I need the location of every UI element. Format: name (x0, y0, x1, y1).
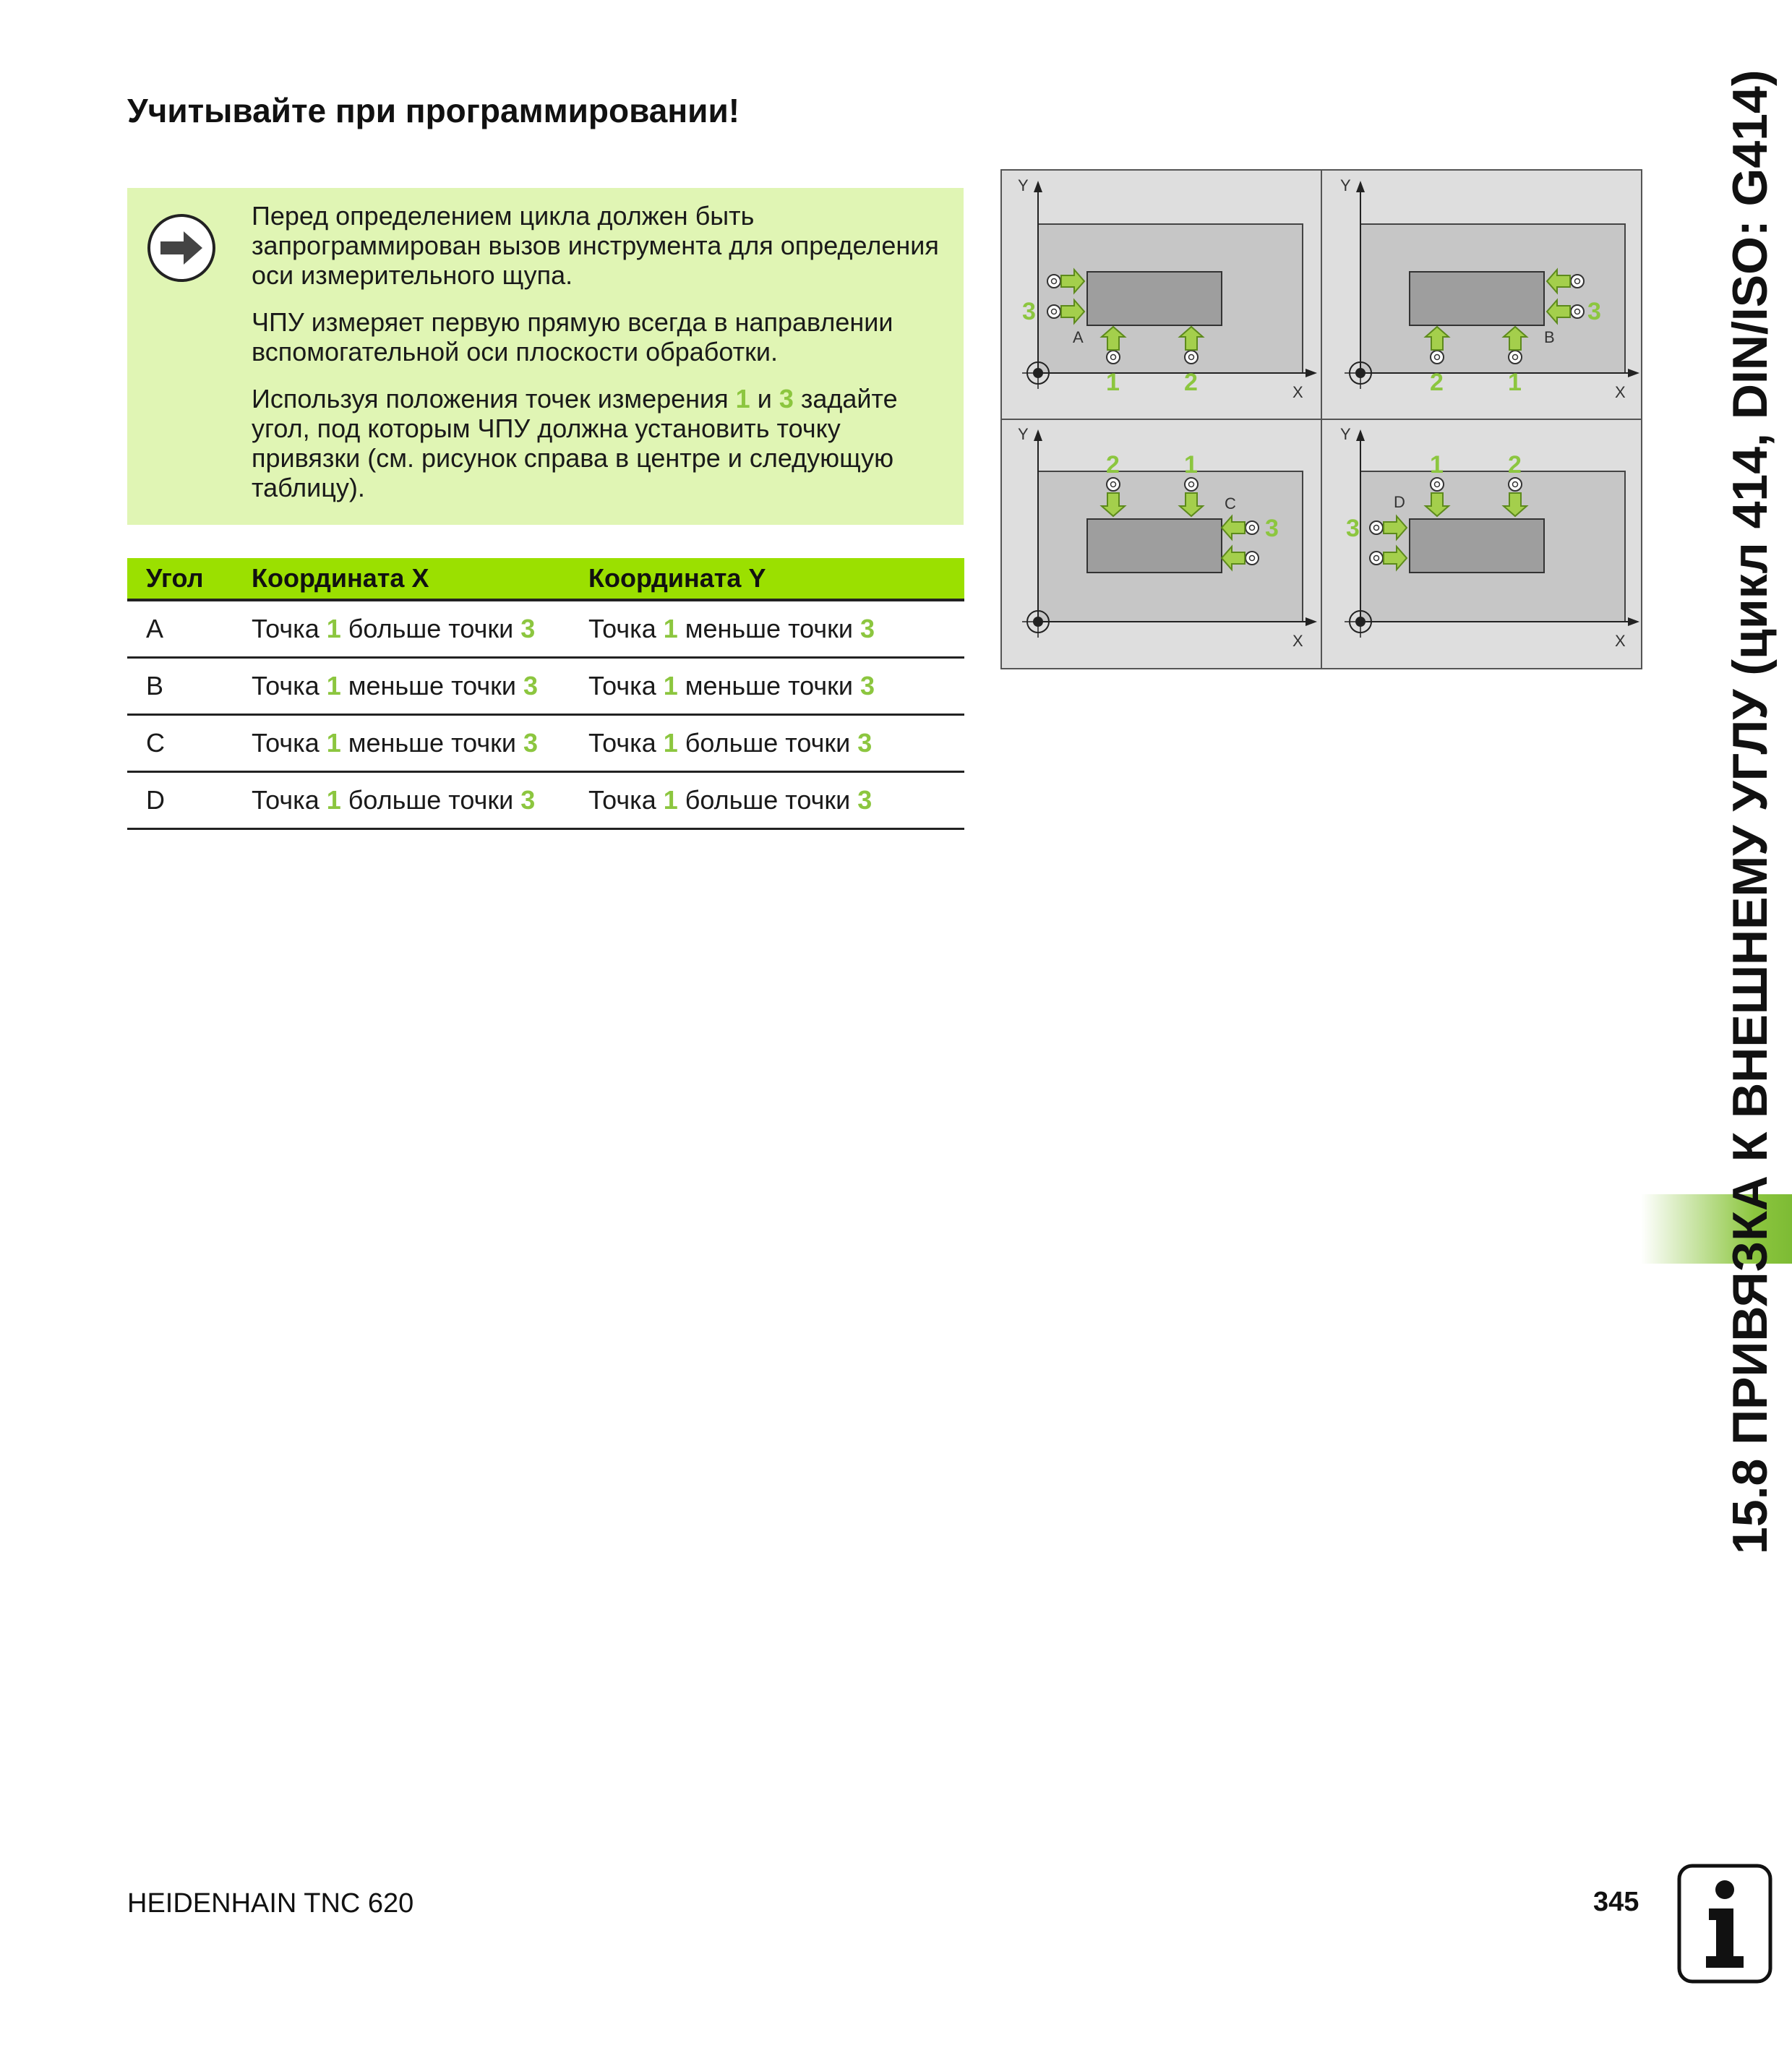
axis-y-label: Y (1018, 425, 1029, 443)
corner-label: D (1394, 493, 1405, 511)
cell-x: Точка 1 больше точки 3 (233, 600, 570, 658)
axis-y-label: Y (1018, 176, 1029, 194)
point-label: 3 (1346, 515, 1360, 542)
section-heading: Учитывайте при программировании! (127, 92, 740, 129)
point-label: 1 (1184, 451, 1198, 479)
cell-x: Точка 1 больше точки 3 (233, 772, 570, 829)
info-icon (1677, 1864, 1772, 1984)
cell-corner: A (127, 600, 233, 658)
cell-y: Точка 1 больше точки 3 (570, 772, 964, 829)
cell-y: Точка 1 меньше точки 3 (570, 658, 964, 715)
point-label: 3 (1587, 298, 1601, 325)
point-label: 2 (1184, 369, 1198, 396)
point-label: 3 (1022, 298, 1036, 325)
point-label: 2 (1508, 451, 1522, 479)
corner-table (127, 558, 964, 830)
chapter-title: 15.8 ПРИВЯЗКА К ВНЕШНЕМУ УГЛУ (цикл 414, DIN/ISO: G414) (1723, 69, 1778, 1554)
cell-y: Точка 1 больше точки 3 (570, 715, 964, 772)
point-label: 1 (1106, 369, 1120, 396)
point-label: 2 (1430, 369, 1444, 396)
page-number: 345 (1593, 1887, 1639, 1917)
point-label: 3 (1265, 515, 1279, 542)
note-paragraph-2: ЧПУ измеряет первую прямую всегда в направлении вспомогательной оси плоскости обработки. (252, 307, 893, 367)
corner-label: A (1073, 328, 1084, 346)
cell-corner: B (127, 658, 233, 715)
cell-x: Точка 1 меньше точки 3 (233, 715, 570, 772)
note-paragraph-1: Перед определением цикла должен быть запрограммирован вызов инструмента для определения оси измерительного щупа. (252, 201, 939, 290)
table-row (127, 715, 964, 772)
arrow-right-icon (146, 213, 217, 283)
header-corner: Угол (127, 558, 233, 600)
axis-x-label: X (1615, 383, 1626, 401)
axis-x-label: X (1292, 383, 1303, 401)
table-row (127, 600, 964, 658)
footer-product: HEIDENHAIN TNC 620 (127, 1888, 414, 1919)
table-header-row (127, 558, 964, 600)
axis-x-label: X (1615, 632, 1626, 650)
cell-x: Точка 1 меньше точки 3 (233, 658, 570, 715)
note-box (127, 188, 964, 525)
axis-y-label: Y (1340, 176, 1351, 194)
header-coord-x: Координата X (233, 558, 570, 600)
note-paragraph-3: Используя положения точек измерения 1 и 3 задайте угол, под которым ЧПУ должна установить точку привязки (см. рисунок справа в центре и следующую таблицу). (252, 384, 898, 502)
cell-y: Точка 1 меньше точки 3 (570, 600, 964, 658)
point-label: 1 (1430, 451, 1444, 479)
point-label: 1 (1508, 369, 1522, 396)
header-coord-y: Координата Y (570, 558, 964, 600)
note-text (252, 201, 946, 520)
corner-label: B (1544, 328, 1555, 346)
table-row (127, 658, 964, 715)
cell-corner: C (127, 715, 233, 772)
corner-diagram (1000, 169, 1642, 669)
cell-corner: D (127, 772, 233, 829)
axis-x-label: X (1292, 632, 1303, 650)
corner-label: C (1225, 494, 1236, 513)
point-label: 2 (1106, 451, 1120, 479)
axis-y-label: Y (1340, 425, 1351, 443)
table-row (127, 772, 964, 829)
